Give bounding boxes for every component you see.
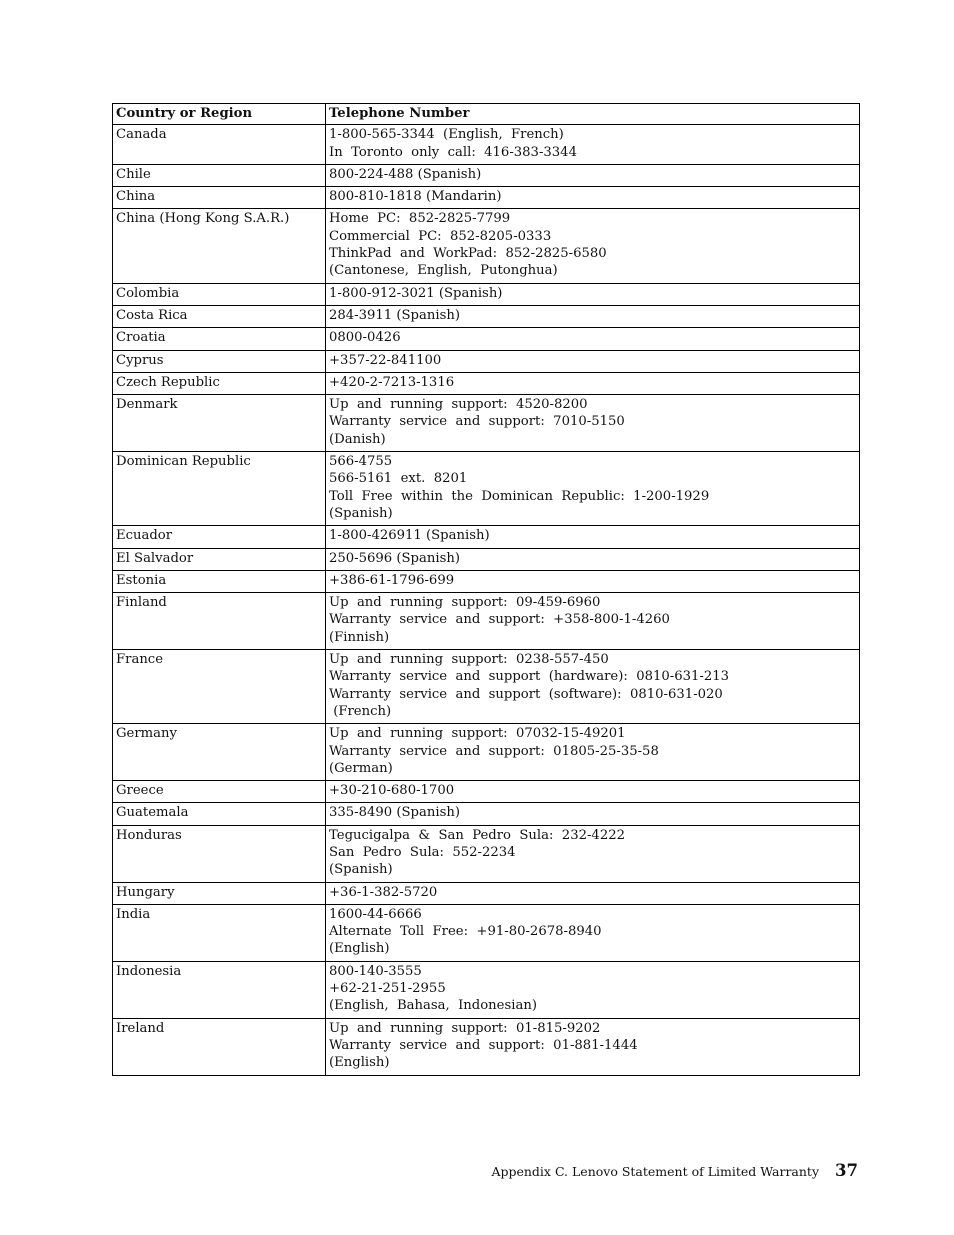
table-row	[113, 904, 860, 961]
page-footer	[491, 1161, 858, 1180]
telephone-line: 800-810-1818 (Mandarin)	[329, 189, 502, 205]
country-cell: India	[113, 904, 326, 961]
column-header-country: Country or Region	[113, 104, 326, 125]
country-cell: Guatemala	[113, 803, 326, 825]
telephone-line: Warranty service and support: 7010-5150	[329, 414, 625, 430]
telephone-line: Up and running support: 07032-15-49201	[329, 726, 626, 742]
telephone-line: Toll Free within the Dominican Republic: 1-200-1929	[329, 488, 710, 504]
country-cell: Ecuador	[113, 526, 326, 548]
telephone-line: 566-4755	[329, 454, 393, 470]
table-row	[113, 593, 860, 650]
telephone-cell	[326, 209, 860, 283]
country-cell: France	[113, 650, 326, 724]
telephone-line: +357-22-841100	[329, 352, 442, 368]
telephone-cell	[326, 961, 860, 1018]
telephone-line: 335-8490 (Spanish)	[329, 805, 460, 821]
telephone-line: 284-3911 (Spanish)	[329, 307, 460, 323]
footer-title: Appendix C. Lenovo Statement of Limited Warranty	[491, 1164, 820, 1179]
telephone-line: +420-2-7213-1316	[329, 374, 455, 390]
telephone-line: 566-5161 ext. 8201	[329, 471, 468, 487]
table-row	[113, 283, 860, 305]
telephone-line: Commercial PC: 852-8205-0333	[329, 228, 552, 244]
telephone-line: In Toronto only call: 416-383-3344	[329, 144, 577, 160]
telephone-line: (Finnish)	[329, 629, 390, 645]
country-cell: Dominican Republic	[113, 452, 326, 526]
country-cell: Honduras	[113, 825, 326, 882]
telephone-cell	[326, 125, 860, 165]
telephone-cell	[326, 526, 860, 548]
country-cell: Ireland	[113, 1018, 326, 1075]
table-body	[113, 125, 860, 1075]
table-row	[113, 882, 860, 904]
telephone-cell	[326, 781, 860, 803]
telephone-line: +62-21-251-2955	[329, 981, 446, 997]
telephone-line: Warranty service and support: 01805-25-35-58	[329, 743, 659, 759]
country-cell: Canada	[113, 125, 326, 165]
table-header-row	[113, 104, 860, 125]
telephone-line: Up and running support: 09-459-6960	[329, 595, 601, 611]
telephone-cell	[326, 803, 860, 825]
telephone-line: 1-800-565-3344 (English, French)	[329, 127, 564, 143]
country-cell: Chile	[113, 164, 326, 186]
country-cell: Cyprus	[113, 350, 326, 372]
telephone-cell	[326, 283, 860, 305]
table-row	[113, 164, 860, 186]
telephone-cell	[326, 650, 860, 724]
telephone-cell	[326, 904, 860, 961]
page-number: 37	[835, 1161, 858, 1180]
telephone-line: Tegucigalpa & San Pedro Sula: 232-4222	[329, 827, 625, 843]
telephone-cell	[326, 570, 860, 592]
telephone-line: (French)	[329, 703, 392, 719]
country-cell: Costa Rica	[113, 305, 326, 327]
telephone-line: Up and running support: 01-815-9202	[329, 1020, 601, 1036]
country-cell: Denmark	[113, 395, 326, 452]
telephone-cell	[326, 882, 860, 904]
telephone-line: (Spanish)	[329, 505, 393, 521]
telephone-line: Up and running support: 4520-8200	[329, 397, 588, 413]
telephone-line: (English)	[329, 1055, 390, 1071]
telephone-line: 0800-0426	[329, 330, 401, 346]
telephone-line: Warranty service and support (hardware): 0810-631-213	[329, 669, 730, 685]
telephone-line: 1-800-426911 (Spanish)	[329, 528, 490, 544]
country-cell: Colombia	[113, 283, 326, 305]
telephone-line: (Spanish)	[329, 862, 393, 878]
telephone-cell	[326, 305, 860, 327]
table-row	[113, 570, 860, 592]
table-row	[113, 548, 860, 570]
table-row	[113, 650, 860, 724]
table-row	[113, 372, 860, 394]
table-row	[113, 1018, 860, 1075]
telephone-line: +386-61-1796-699	[329, 572, 455, 588]
telephone-line: San Pedro Sula: 552-2234	[329, 844, 516, 860]
telephone-cell	[326, 452, 860, 526]
country-cell: Croatia	[113, 328, 326, 350]
table-row	[113, 781, 860, 803]
telephone-cell	[326, 825, 860, 882]
telephone-line: 250-5696 (Spanish)	[329, 550, 460, 566]
table-row	[113, 328, 860, 350]
telephone-line: ThinkPad and WorkPad: 852-2825-6580	[329, 246, 607, 262]
telephone-line: (Danish)	[329, 431, 386, 447]
table-row	[113, 209, 860, 283]
telephone-line: (German)	[329, 760, 393, 776]
telephone-cell	[326, 372, 860, 394]
table-row	[113, 305, 860, 327]
table-row	[113, 724, 860, 781]
table-row	[113, 526, 860, 548]
country-cell: Greece	[113, 781, 326, 803]
table-row	[113, 803, 860, 825]
telephone-line: +36-1-382-5720	[329, 884, 438, 900]
country-cell: Indonesia	[113, 961, 326, 1018]
telephone-cell	[326, 187, 860, 209]
telephone-cell	[326, 350, 860, 372]
country-cell: China	[113, 187, 326, 209]
table-row	[113, 395, 860, 452]
telephone-cell	[326, 1018, 860, 1075]
telephone-line: Up and running support: 0238-557-450	[329, 652, 609, 668]
telephone-cell	[326, 395, 860, 452]
column-header-telephone: Telephone Number	[326, 104, 860, 125]
telephone-cell	[326, 328, 860, 350]
telephone-line: 1-800-912-3021 (Spanish)	[329, 285, 503, 301]
telephone-line: (Cantonese, English, Putonghua)	[329, 263, 558, 279]
telephone-line: 800-224-488 (Spanish)	[329, 166, 482, 182]
telephone-cell	[326, 164, 860, 186]
table-row	[113, 961, 860, 1018]
telephone-line: Alternate Toll Free: +91-80-2678-8940	[329, 924, 602, 940]
country-cell: Estonia	[113, 570, 326, 592]
telephone-line: Warranty service and support: 01-881-1444	[329, 1037, 638, 1053]
country-cell: El Salvador	[113, 548, 326, 570]
table-row	[113, 125, 860, 165]
telephone-cell	[326, 593, 860, 650]
telephone-line: Warranty service and support (software): 0810-631-020	[329, 686, 723, 702]
country-cell: China (Hong Kong S.A.R.)	[113, 209, 326, 283]
telephone-cell	[326, 724, 860, 781]
table-row	[113, 825, 860, 882]
telephone-line: +30-210-680-1700	[329, 783, 455, 799]
telephone-line: (English)	[329, 941, 390, 957]
country-cell: Finland	[113, 593, 326, 650]
table-row	[113, 350, 860, 372]
table-row	[113, 187, 860, 209]
telephone-line: (English, Bahasa, Indonesian)	[329, 998, 537, 1014]
telephone-line: 1600-44-6666	[329, 906, 422, 922]
telephone-line: Home PC: 852-2825-7799	[329, 211, 511, 227]
country-cell: Hungary	[113, 882, 326, 904]
telephone-line: 800-140-3555	[329, 963, 422, 979]
table-row	[113, 452, 860, 526]
country-cell: Germany	[113, 724, 326, 781]
phone-support-table	[112, 103, 860, 1076]
telephone-cell	[326, 548, 860, 570]
country-cell: Czech Republic	[113, 372, 326, 394]
telephone-line: Warranty service and support: +358-800-1-4260	[329, 612, 670, 628]
